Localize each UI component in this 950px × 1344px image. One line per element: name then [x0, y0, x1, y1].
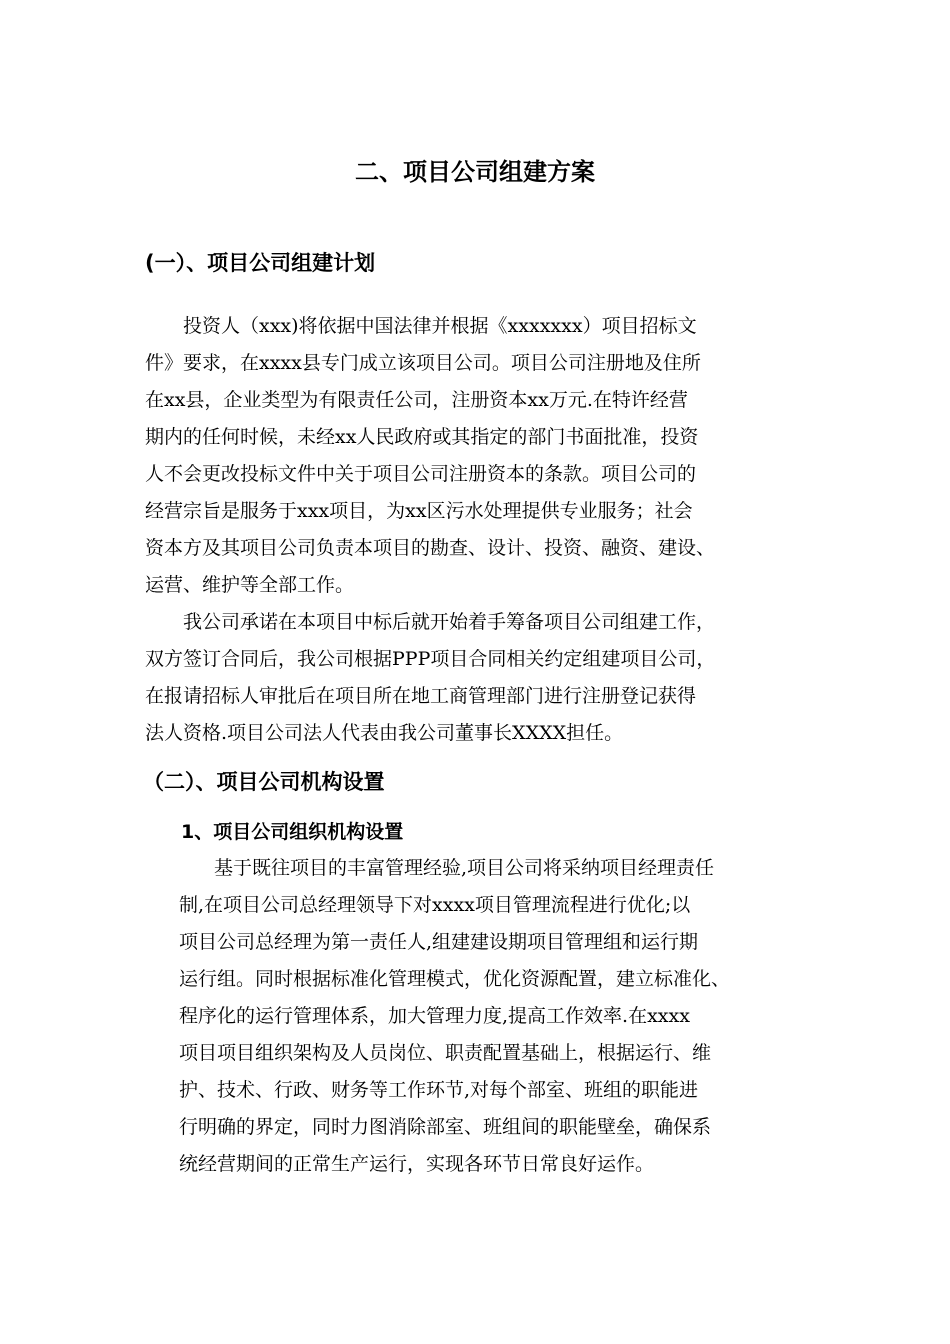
paragraph-line: 在报请招标人审批后在项目所在地工商管理部门进行注册登记获得 — [145, 685, 697, 707]
paragraph-line: 程序化的运行管理体系，加大管理力度,提高工作效率.在xxxx — [179, 1005, 690, 1027]
paragraph-line: 经营宗旨是服务于xxx项目，为xx区污水处理提供专业服务；社会 — [145, 500, 693, 522]
paragraph-line: 在xx县，企业类型为有限责任公司，注册资本xx万元.在特许经营 — [145, 389, 688, 411]
paragraph-line: 投资人（xxx)将依据中国法律并根据《xxxxxxx）项目招标文 — [183, 315, 697, 337]
paragraph-line: 双方签订合同后，我公司根据PPP项目合同相关约定组建项目公司， — [145, 648, 716, 670]
paragraph-line: 护、技术、行政、财务等工作环节,对每个部室、班组的职能进 — [179, 1079, 699, 1101]
paragraph-line: 我公司承诺在本项目中标后就开始着手筹备项目公司组建工作， — [183, 611, 716, 633]
paragraph-line: 统经营期间的正常生产运行，实现各环节日常良好运作。 — [179, 1153, 655, 1175]
paragraph-line: 行明确的界定，同时力图消除部室、班组间的职能壁垒，确保系 — [179, 1116, 712, 1138]
paragraph-line: 运营、维护等全部工作。 — [145, 574, 355, 596]
paragraph-line: 资本方及其项目公司负责本项目的勘查、设计、投资、融资、建设、 — [145, 537, 716, 559]
section-heading-structure: （二）、项目公司机构设置 — [143, 770, 385, 794]
paragraph-line: 项目公司总经理为第一责任人,组建建设期项目管理组和运行期 — [179, 931, 699, 953]
paragraph-line: 项目项目组织架构及人员岗位、职责配置基础上，根据运行、维 — [179, 1042, 712, 1064]
section-heading-plan: (一）、项目公司组建计划 — [145, 251, 376, 275]
paragraph-line: 期内的任何时候，未经xx人民政府或其指定的部门书面批准，投资 — [145, 426, 699, 448]
paragraph-line: 基于既往项目的丰富管理经验,项目公司将采纳项目经理责任 — [214, 857, 715, 879]
paragraph-line: 件》要求，在xxxx县专门成立该项目公司。项目公司注册地及住所 — [145, 352, 701, 374]
page-title: 二、项目公司组建方案 — [355, 158, 595, 186]
paragraph-line: 运行组。同时根据标准化管理模式，优化资源配置，建立标准化、 — [179, 968, 731, 990]
subsection-heading-organization: 1、项目公司组织机构设置 — [181, 821, 404, 843]
paragraph-line: 制,在项目公司总经理领导下对xxxx项目管理流程进行优化;以 — [179, 894, 691, 916]
paragraph-line: 法人资格.项目公司法人代表由我公司董事长XXXX担任。 — [145, 722, 624, 744]
paragraph-line: 人不会更改投标文件中关于项目公司注册资本的条款。项目公司的 — [145, 463, 697, 485]
